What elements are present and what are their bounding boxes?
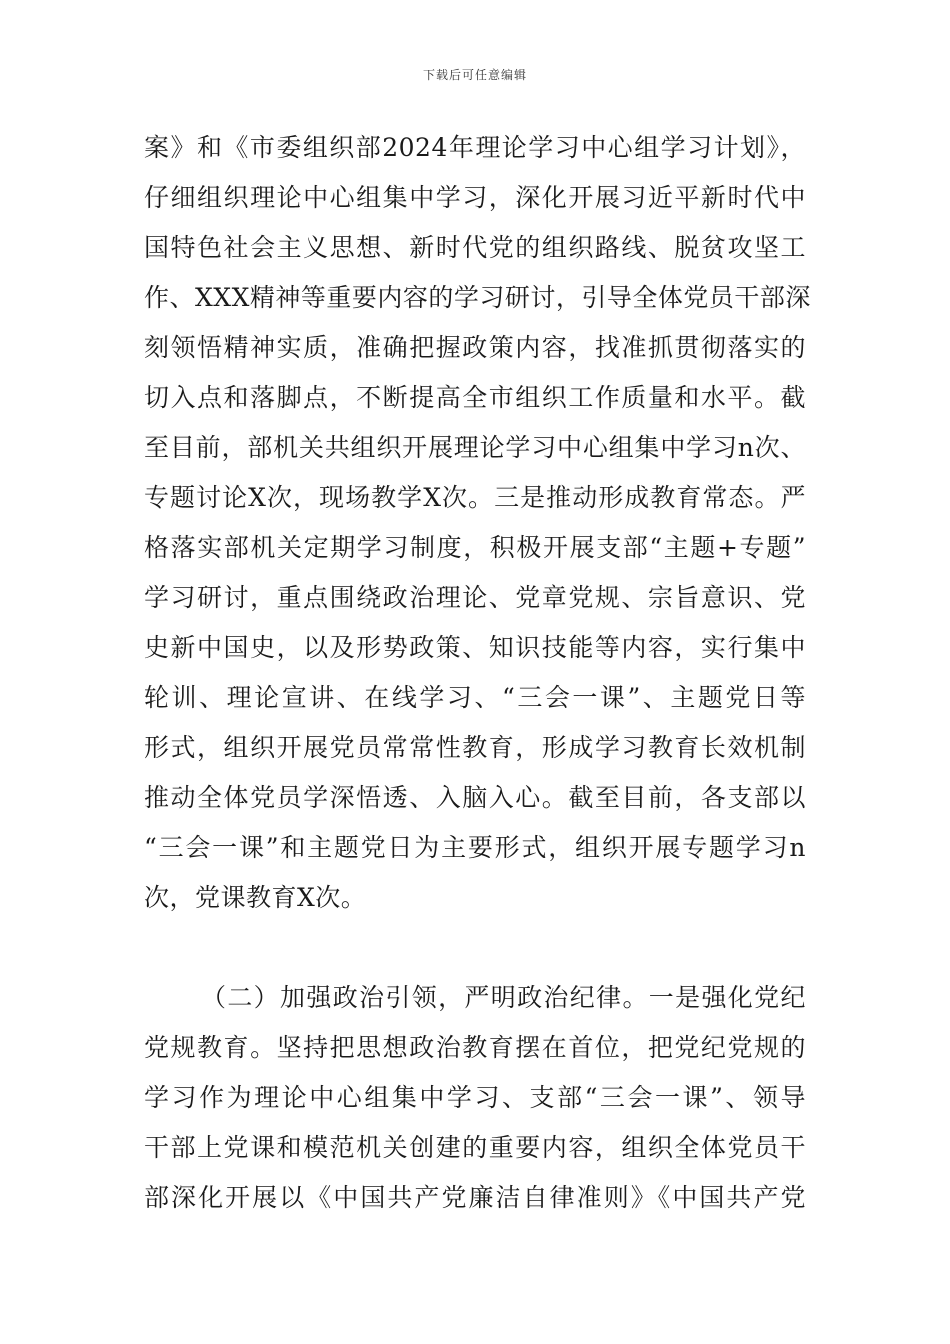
paragraph-2 [144,973,806,1223]
text-line: 史新中国史，以及形势政策、知识技能等内容，实行集中 [144,633,806,662]
text-line: 格落实部机关定期学习制度，积极开展支部“主题+专题” [144,533,806,562]
text-line: 专题讨论X次，现场教学X次。三是推动形成教育常态。严 [144,483,806,512]
text-line: 国特色社会主义思想、新时代党的组织路线、脱贫攻坚工 [144,233,806,262]
text-line: 形式，组织开展党员常常性教育，形成学习教育长效机制 [144,733,806,762]
text-line: 推动全体党员学深悟透、入脑入心。截至目前，各支部以 [144,783,806,812]
text-line: 刻领悟精神实质，准确把握政策内容，找准抓贯彻落实的 [144,333,806,362]
text-line: 至目前，部机关共组织开展理论学习中心组集中学习n次、 [144,433,806,462]
text-line: 仔细组织理论中心组集中学习，深化开展习近平新时代中 [144,183,806,212]
text-line: 轮训、理论宣讲、在线学习、“三会一课”、主题党日等 [144,683,806,712]
text-line: 党规教育。坚持把思想政治教育摆在首位，把党纪党规的 [144,1033,806,1062]
text-line: 次，党课教育X次。 [144,883,367,912]
text-line: 切入点和落脚点，不断提高全市组织工作质量和水平。截 [144,383,806,412]
text-line: （二）加强政治引领，严明政治纪律。一是强化党纪 [201,983,806,1012]
text-line: 学习作为理论中心组集中学习、支部“三会一课”、领导 [144,1083,806,1112]
page-header: 下载后可任意编辑 [422,68,527,82]
text-line: 干部上党课和模范机关创建的重要内容，组织全体党员干 [144,1133,806,1162]
text-line: 作、XXX精神等重要内容的学习研讨，引导全体党员干部深 [144,283,811,312]
text-line: 部深化开展以《中国共产党廉洁自律准则》《中国共产党 [144,1183,806,1212]
paragraph-1 [144,123,811,923]
text-line: “三会一课”和主题党日为主要形式，组织开展专题学习n [144,833,806,862]
text-line: 学习研讨，重点围绕政治理论、党章党规、宗旨意识、党 [144,583,806,612]
text-line: 案》和《市委组织部2024年理论学习中心组学习计划》， [144,133,806,162]
